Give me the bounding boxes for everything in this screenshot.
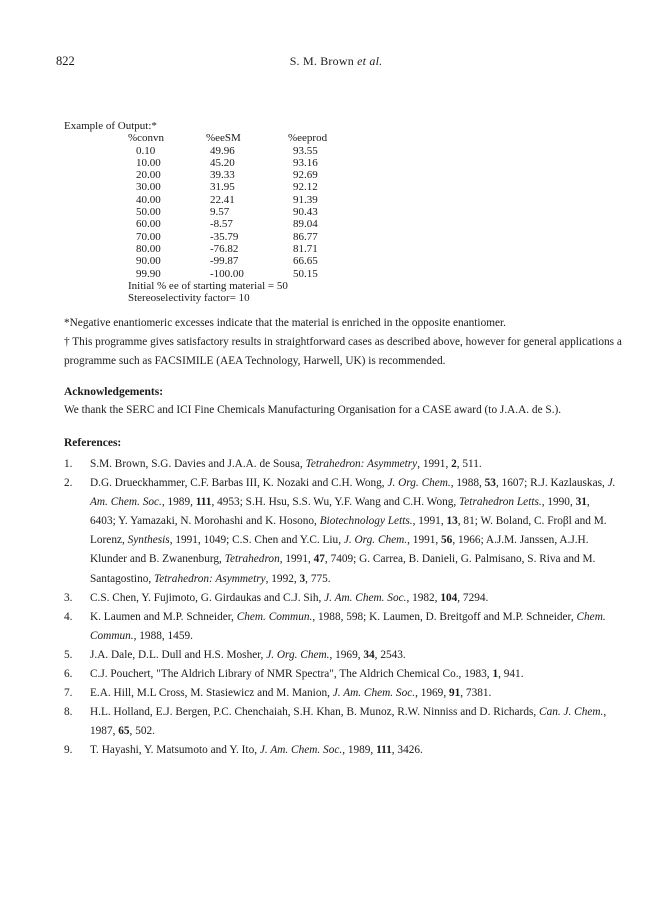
reference-text: J.A. Dale, D.L. Dull and H.S. Mosher, J. Org. Chem., 1969, 34, 2543. [90,648,406,661]
output-table-row [128,267,318,280]
reference-item [64,455,616,474]
cell-convn: 50.00 [136,206,161,219]
cell-convn: 70.00 [136,230,161,243]
cell-convn: 90.00 [136,255,161,268]
column-header-eesm: %eeSM [206,132,241,145]
reference-number: 5. [64,648,73,661]
references-heading: References: [64,437,122,449]
reference-text: C.J. Pouchert, "The Aldrich Library of NMR Spectra", The Aldrich Chemical Co., 1983, 1, 941. [90,668,524,681]
acknowledgements-heading: Acknowledgements: [64,386,164,398]
running-head-authors: S. M. Brown [289,54,354,68]
reference-text: H.L. Holland, E.J. Bergen, P.C. Chenchaiah, S.H. Khan, B. Munoz, R.W. Ninniss and D. Richards, Can. J. Chem., 1987, 65, 502. [90,706,607,738]
output-table-header [128,132,328,145]
reference-item [64,608,616,646]
reference-text: T. Hayashi, Y. Matsumoto and Y. Ito, J. Am. Chem. Soc., 1989, 111, 3426. [90,744,423,757]
output-table-row [128,169,318,182]
references-list [64,455,616,761]
reference-item [64,665,616,684]
output-footer-initial-ee: Initial % ee of starting material = 50 [128,279,288,292]
cell-convn: 80.00 [136,242,161,255]
reference-text: D.G. Drueckhammer, C.F. Barbas III, K. Nozaki and C.H. Wong, J. Org. Chem., 1988, 53, 1607; R.J. Kazlauskas, J. Am. Chem. Soc., 1989, 111, 4953; S.H. Hsu, S.S. Wu, Y.F. Wang and C.H. Wong, Tetrahedron Letts., 1990, 31, 6403; Y. Yamazaki, N. Morohashi and K. Hosono, Biotechnology Letts., 1991, 13, 81; W. Boland, C. Froβl and M. Lorenz, Synthesis, 1991, 1049; C.S. Chen and Y.C. Liu, J. Org. Chem., 1991, 56, 1966; A.J.M. Janssen, A.J.H. Klunder and B. Zwanenburg, Tetrahedron, 1991, 47, 7409; G. Carrea, B. Danieli, G. Palmisano, S. Riva and M. Santagostino, Tetrahedron: Asymmetry, 1992, 3, 775. [90,477,616,585]
reference-number: 2. [64,477,73,490]
column-header-convn: %convn [128,132,165,145]
reference-text: S.M. Brown, S.G. Davies and J.A.A. de Sousa, Tetrahedron: Asymmetry, 1991, 2, 511. [90,458,482,470]
output-intro: Example of Output:* [64,120,157,132]
cell-eesm: 9.57 [210,206,230,219]
cell-eeprod: 50.15 [293,267,318,280]
cell-eesm: -99.87 [210,255,239,268]
output-table-row [128,144,318,157]
cell-eeprod: 90.43 [293,206,318,219]
cell-convn: 20.00 [136,169,161,182]
output-table [128,132,328,280]
reference-item [64,703,616,741]
cell-eesm: 49.96 [210,144,235,157]
reference-item [64,646,616,665]
cell-eesm: 39.33 [210,169,235,182]
column-header-eeprod: %eeprod [288,132,328,145]
running-head-etal: et al. [357,54,383,68]
reference-number: 8. [64,706,73,719]
cell-convn: 30.00 [136,181,161,194]
footnote-dagger: † This programme gives satisfactory results in straightforward cases as described above, however for general applications a programme such as FACSIMILE (AEA Technology, Harwell, UK) is recommended. [64,336,622,367]
cell-convn: 40.00 [136,193,161,206]
output-footer-selectivity: Stereoselectivity factor= 10 [128,292,250,305]
cell-eesm: -35.79 [210,230,239,243]
output-table-row [128,156,318,169]
cell-convn: 0.10 [136,144,156,157]
cell-eeprod: 93.16 [293,156,318,169]
footnote-asterisk: *Negative enantiomeric excesses indicate that the material is enriched in the opposite enantiomer. [64,317,506,329]
reference-number: 7. [64,687,73,700]
cell-eesm: -8.57 [210,218,233,231]
reference-item [64,684,616,703]
reference-text: E.A. Hill, M.L Cross, M. Stasiewicz and M. Manion, J. Am. Chem. Soc., 1969, 91, 7381. [90,687,492,700]
page-header [56,54,616,74]
reference-item [64,589,616,608]
output-example [64,120,328,305]
cell-eesm: -76.82 [210,242,239,255]
cell-eeprod: 92.12 [293,181,318,194]
output-table-row [128,181,318,194]
cell-eesm: 45.20 [210,156,235,169]
output-table-row [128,255,318,268]
cell-eeprod: 86.77 [293,230,318,243]
reference-item [64,474,616,589]
cell-eeprod: 89.04 [293,218,318,231]
running-head [56,54,616,69]
output-table-row [128,242,318,255]
reference-text: K. Laumen and M.P. Schneider, Chem. Commun., 1988, 598; K. Laumen, D. Breitgoff and M.P. Schneider, Chem. Commun., 1988, 1459. [90,610,606,642]
cell-eesm: 22.41 [210,193,235,206]
reference-number: 1. [64,458,73,470]
cell-convn: 60.00 [136,218,161,231]
output-table-row [128,193,318,206]
cell-eeprod: 81.71 [293,242,318,255]
reference-number: 4. [64,610,73,623]
reference-number: 3. [64,591,73,604]
reference-text: C.S. Chen, Y. Fujimoto, G. Girdaukas and C.J. Sih, J. Am. Chem. Soc., 1982, 104, 7294. [90,591,489,604]
reference-number: 6. [64,668,73,681]
cell-eesm: 31.95 [210,181,235,194]
reference-number: 9. [64,744,73,757]
cell-eeprod: 91.39 [293,193,318,206]
output-table-row [128,206,318,219]
output-table-row [128,230,318,243]
cell-convn: 10.00 [136,156,161,169]
reference-item [64,741,616,760]
cell-eeprod: 93.55 [293,144,318,157]
output-table-row [128,218,318,231]
cell-eeprod: 92.69 [293,169,318,182]
footnotes [64,314,624,371]
page-number: 822 [56,54,75,68]
cell-eesm: -100.00 [210,267,244,280]
acknowledgements-text: We thank the SERC and ICI Fine Chemicals Manufacturing Organisation for a CASE award (to J.A.A. de S.). [64,404,562,416]
cell-eeprod: 66.65 [293,255,318,268]
cell-convn: 99.90 [136,267,161,280]
